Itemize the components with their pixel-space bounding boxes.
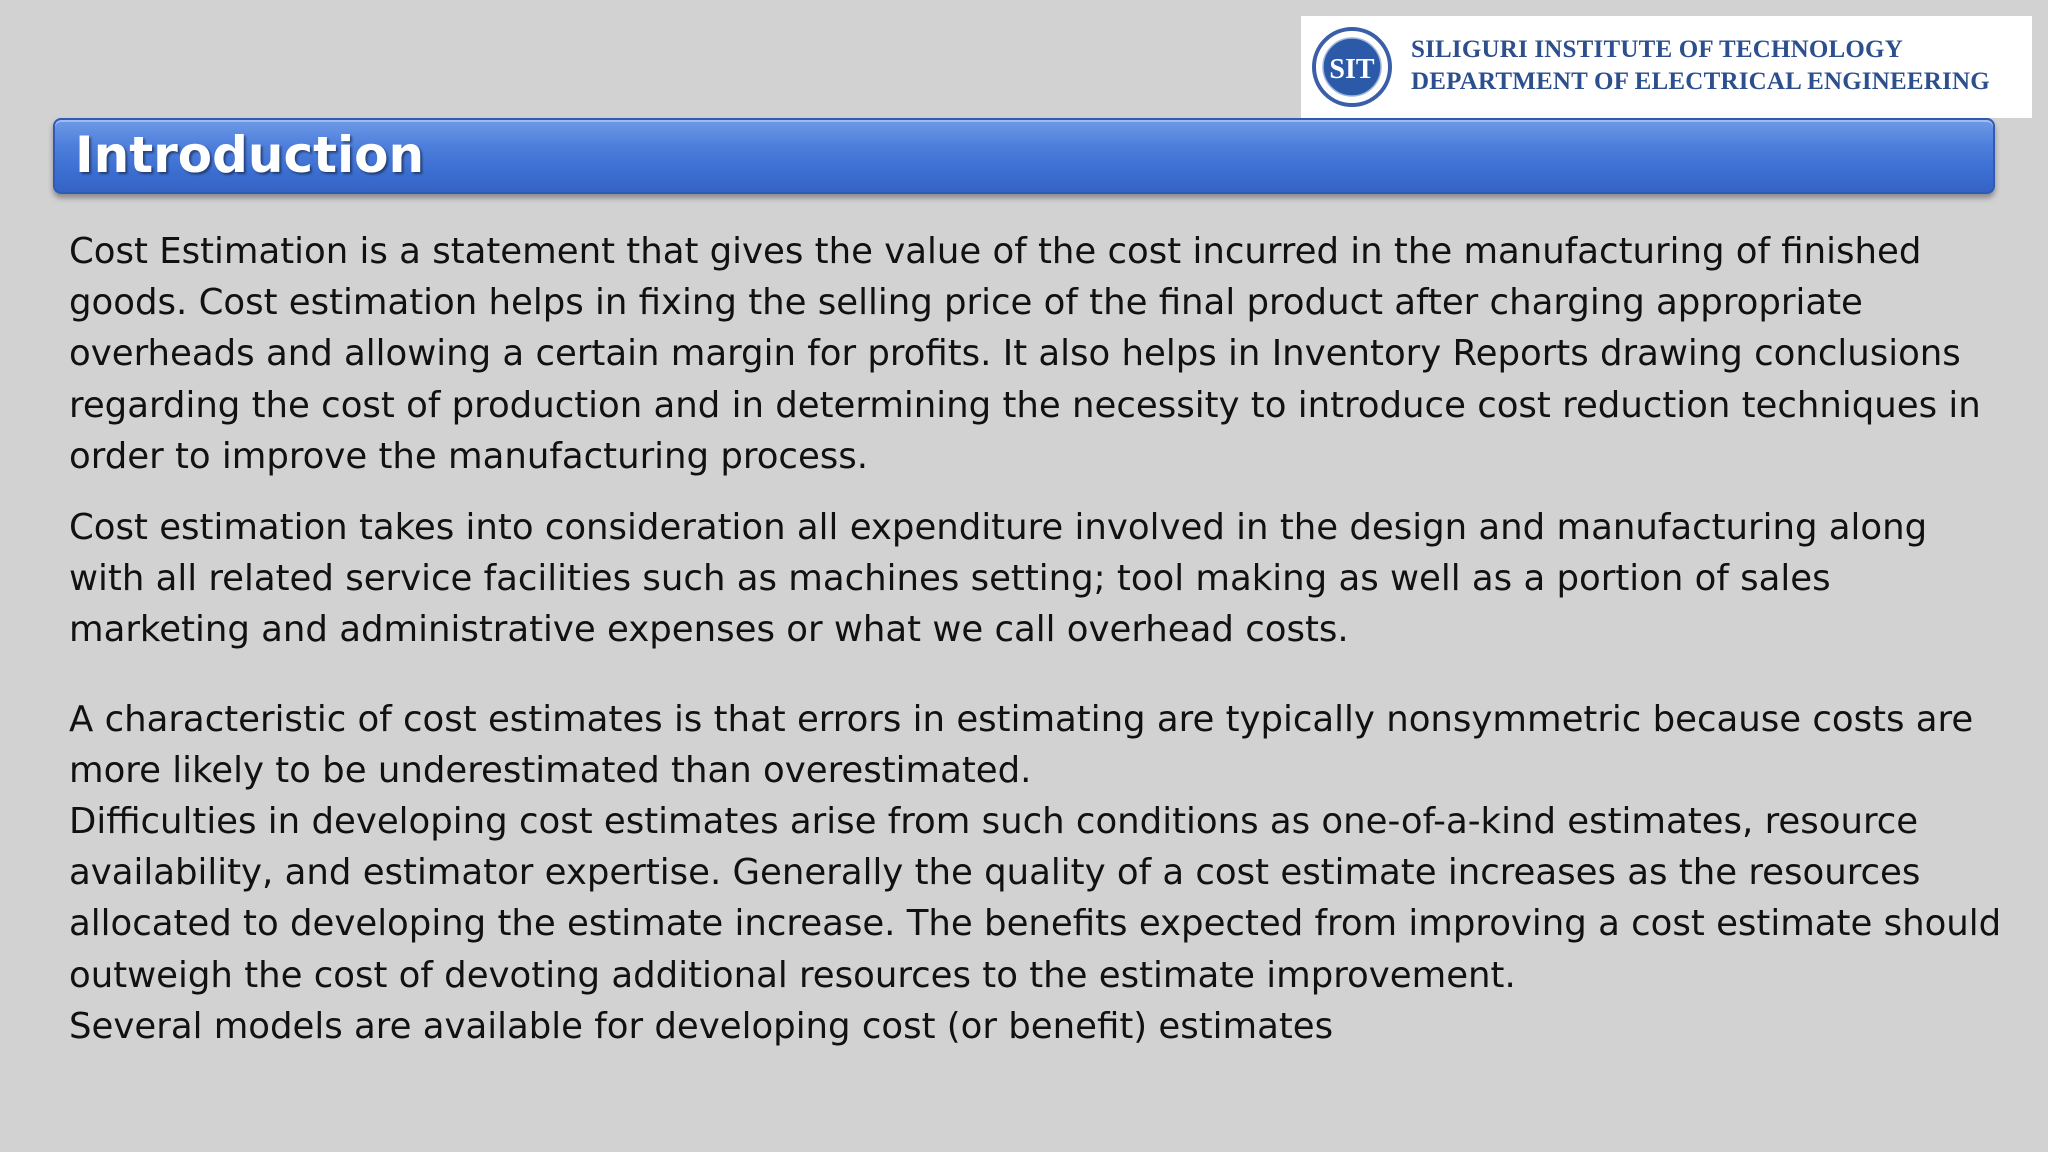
- paragraph-models: Several models are available for developing cost (or benefit) estimates: [69, 1005, 1334, 1047]
- institute-logo: [1311, 26, 1393, 108]
- slide-body: [69, 226, 2009, 1052]
- paragraph-characteristic: A characteristic of cost estimates is that errors in estimating are typically nonsymmetric because costs are more likely to be underestimated than overestimated.: [69, 698, 1974, 791]
- institute-header: [1301, 16, 2032, 118]
- title-bar: [53, 118, 1995, 194]
- slide-title: Introduction: [75, 126, 425, 184]
- institute-name-block: [1411, 34, 1990, 98]
- department-name: DEPARTMENT OF ELECTRICAL ENGINEERING: [1411, 68, 1990, 95]
- institute-name: SILIGURI INSTITUTE OF TECHNOLOGY: [1411, 36, 1903, 63]
- paragraph-scope: Cost estimation takes into consideration all expenditure involved in the design and manufacturing along with all related service facilities such as machines setting; tool making as well as a portion of sales marketing and administrative expenses or what we call overhead costs.: [69, 507, 1928, 651]
- logo-text: SIT: [1329, 54, 1375, 85]
- paragraph-difficulties: Difficulties in developing cost estimates arise from such conditions as one-of-a-kind estimates, resource availability, and estimator expertise. Generally the quality of a cost estimate increases as the resources allocated to developing the estimate increase. The benefits expected from improving a cost estimate should outweigh the cost of devoting additional resources to the estimate improvement.: [69, 801, 2002, 996]
- paragraph-definition: Cost Estimation is a statement that gives the value of the cost incurred in the manufacturing of finished goods. Cost estimation helps in fixing the selling price of the final product after charging appropriate overheads and allowing a certain margin for profits. It also helps in Inventory Reports drawing conclusions regarding the cost of production and in determining the necessity to introduce cost reduction techniques in order to improve the manufacturing process.: [69, 231, 1981, 477]
